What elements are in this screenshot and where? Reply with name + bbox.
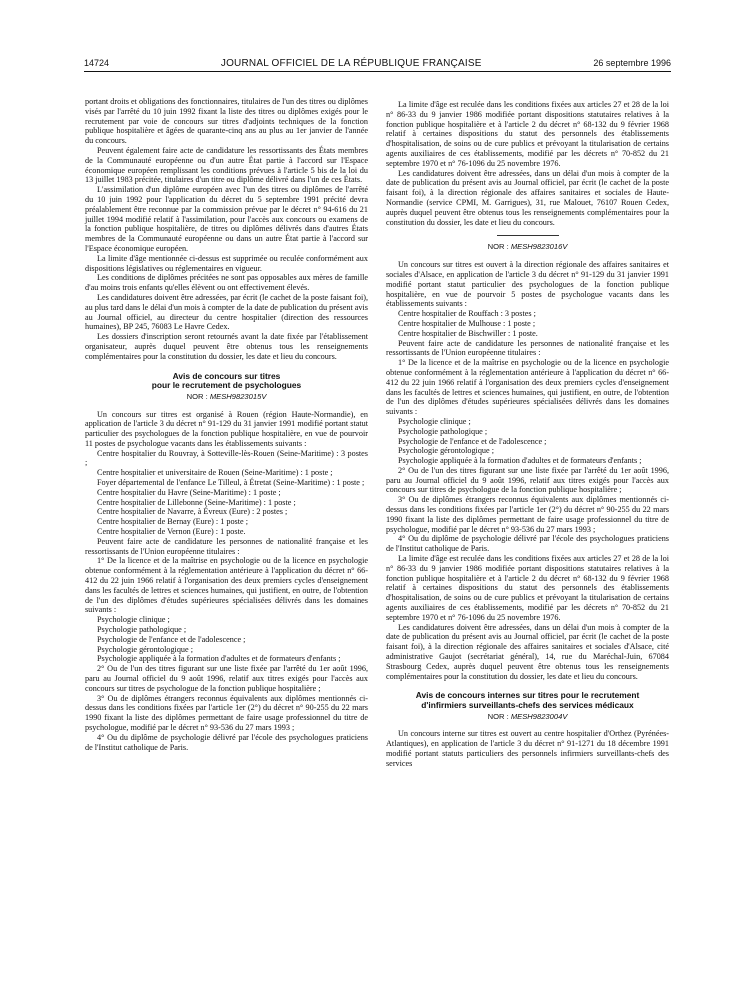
list-item: Psychologie gérontologique ; — [398, 446, 494, 456]
list-item: Centre hospitalier du Havre (Seine-Maritime) : 1 poste ; — [97, 487, 281, 497]
paragraph: Peuvent faire acte de candidature les personnes de nationalité française et les ressortissants de l'Union européenne titulaires : — [386, 338, 669, 358]
paragraph: Les candidatures doivent être adressées, dans un délai d'un mois à compter de la date de publication du présent avis au Journal officiel, par écrit (le cachet de la poste faisant foi), à la direction régionale des affaires sanitaires et sociales d'Alsace, cité administrative Gaujot (secrétariat général), 14, rue du Maréchal-Juin, 67084 Strasbourg Cedex, auprès duquel peuvent être obtenus tous les renseignements complémentaires pour la constitution du dossier, les date et lieu du concours. — [386, 622, 669, 681]
paragraph: portant droits et obligations des fonctionnaires, titulaires de l'un des titres ou diplômes visés par l'arrêté du 10 juin 1992 fixant la liste des titres ou diplômes exigés pour le recrutement par voie de concours sur titres d'adjoints techniques de la fonction publique hospitalière et âgées de quarante-cinq ans au plus au 1er janvier de l'année du concours. — [85, 97, 368, 146]
page-header — [84, 55, 671, 71]
left-column — [85, 97, 368, 752]
list-item: Centre hospitalier de Bernay (Eure) : 1 poste ; — [97, 517, 248, 527]
list-item: Centre hospitalier et universitaire de Rouen (Seine-Maritime) : 1 poste ; — [97, 468, 333, 478]
paragraph: 3° Ou de diplômes étrangers reconnus équivalents aux diplômes mentionnés ci-dessus dans les conditions fixées par l'article 1er (2°) du décret n° 90-255 du 22 mars 1990 fixant la liste des diplômes permettant de faire usage professionnel du titre de psychologue, modifié par le décret n° 93-536 du 27 mars 1993 ; — [386, 495, 669, 534]
section-heading-line: d'infirmiers surveillants-chefs des services médicaux — [421, 700, 634, 711]
paragraph: La limite d'âge est reculée dans les conditions fixées aux articles 27 et 28 de la loi n° 86-33 du 9 janvier 1986 modifiée portant dispositions statutaires relatives à la fonction publique hospitalière et à l'article 2 du décret n° 68-132 du 9 février 1968 relatif à certaines dispositions du statut des personnels des établissements d'hospitalisation, de soins ou de cure publics et prévoyant la titularisation de certains agents auxiliaires de ces établissements, modifié par les décrets n° 70-852 du 21 septembre 1970 et n° 76-1096 du 25 novembre 1976. — [386, 554, 669, 622]
list-item: Centre hospitalier de Rouffach : 3 postes ; — [398, 309, 536, 319]
list-item: Centre hospitalier de Vernon (Eure) : 1 poste. — [97, 527, 246, 537]
nor-code: MESH9823016V — [510, 242, 568, 252]
paragraph: Peuvent faire acte de candidature les personnes de nationalité française et les ressortissants de l'Union européenne titulaires : — [85, 536, 368, 556]
list-item: Psychologie clinique ; — [398, 416, 471, 426]
journal-title: JOURNAL OFFICIEL DE LA RÉPUBLIQUE FRANÇAISE — [220, 57, 482, 69]
paragraph: Un concours sur titres est organisé à Rouen (région Haute-Normandie), en application de l'article 3 du décret n° 91-129 du 31 janvier 1991 modifié portant statut particulier des psychologues de la fonction publique hospitalière, en vue de pourvoir 11 postes de psychologue vacants dans les établissements suivants : — [85, 409, 368, 448]
list-item: Psychologie pathologique ; — [398, 426, 488, 436]
list-item: Psychologie clinique ; — [97, 615, 170, 625]
paragraph: L'assimilation d'un diplôme européen avec l'un des titres ou diplômes de l'arrêté du 10 juin 1992 pour l'application du décret du 5 septembre 1991 précité devra préalablement être reconnue par la commission prévue par le décret n° 94-616 du 21 juillet 1994 modifié relatif à l'assimilation, pour l'accès aux concours ou examens de la fonction publique hospitalière, de titres ou diplômes délivrés dans d'autres États membres de la Communauté européenne ou dans un autre État partie à l'accord sur l'Espace économique européen. — [85, 185, 368, 253]
list-item: Centre hospitalier de Bischwiller : 1 poste. — [398, 328, 538, 338]
paragraph: Les candidatures doivent être adressées, par écrit (le cachet de la poste faisant foi), au plus tard dans le délai d'un mois à compter de la date de publication du présent avis au Journal officiel, au directeur du centre hospitalier (direction des ressources humaines), BP 245, 76083 Le Havre Cedex. — [85, 292, 368, 332]
header-rule — [84, 71, 671, 72]
nor-reference — [386, 712, 669, 722]
section-divider — [497, 235, 559, 236]
nor-reference — [85, 392, 368, 402]
list-item: Psychologie pathologique ; — [97, 625, 187, 635]
paragraph: 2° Ou de l'un des titres figurant sur une liste fixée par l'arrêté du 1er août 1996, paru au Journal officiel du 9 août 1996, relatif aux titres exigés pour l'accès aux concours sur titres de psychologue de la fonction publique hospitalière ; — [85, 664, 368, 693]
paragraph: 3° Ou de diplômes étrangers reconnus équivalents aux diplômes mentionnés ci-dessus dans les conditions fixées par l'article 1er (2°) du décret n° 90-255 du 22 mars 1990 fixant la liste des diplômes permettant de faire usage professionnel du titre de psychologue, modifié par le décret n° 93-536 du 27 mars 1993 ; — [85, 693, 368, 732]
nor-code: MESH9823015V — [209, 391, 267, 401]
list-item: Centre hospitalier du Rouvray, à Sotteville-lès-Rouen (Seine-Maritime) : 3 postes ; — [85, 448, 368, 468]
paragraph: Un concours sur titres est ouvert à la direction régionale des affaires sanitaires et sociales d'Alsace, en application de l'article 3 du décret n° 91-129 du 31 janvier 1991 modifié portant statut particulier des psychologues de la fonction publique hospitalière, en vue de pourvoir 5 postes de psychologue vacants dans les établissements suivants : — [386, 260, 669, 309]
list-item: Psychologie de l'enfance et de l'adolescence ; — [97, 634, 246, 644]
paragraph: 2° Ou de l'un des titres figurant sur une liste fixée par l'arrêté du 1er août 1996, paru au Journal officiel du 9 août 1996, relatif aux titres exigés pour l'accès aux concours sur titres de psychologue de la fonction publique hospitalière ; — [386, 465, 669, 495]
issue-date: 26 septembre 1996 — [593, 58, 671, 68]
section-heading — [386, 691, 669, 710]
paragraph: 4° Ou du diplôme de psychologie délivré par l'école des psychologues praticiens de l'Institut catholique de Paris. — [386, 534, 669, 554]
section-heading-line: Avis de concours sur titres — [172, 370, 281, 381]
section-heading-line: pour le recrutement de psychologues — [151, 380, 302, 391]
paragraph: Les dossiers d'inscription seront retournés avant la date fixée par l'établissement organisateur, auprès duquel peuvent être obtenus tous les renseignements complémentaires pour la constitution du dossier, les date et lieu du concours. — [85, 332, 368, 361]
list-item: Psychologie appliquée à la formation d'adultes et de formateurs d'enfants ; — [97, 654, 341, 664]
list-item: Psychologie de l'enfance et de l'adolescence ; — [398, 436, 547, 446]
paragraph: La limite d'âge mentionnée ci-dessus est supprimée ou reculée conformément aux dispositions législatives ou réglementaires en vigueur. — [85, 253, 368, 273]
paragraph: 4° Ou du diplôme de psychologie délivré par l'école des psychologues praticiens de l'Institut catholique de Paris. — [85, 732, 368, 752]
right-column — [386, 100, 669, 769]
paragraph: 1° De la licence et de la maîtrise en psychologie ou de la licence en psychologie obtenue conformément à la réglementation antérieure à l'application du décret n° 66-412 du 22 juin 1966 relatif à l'organisation des deux premiers cycles d'enseignement dans les facultés de lettres et sciences humaines, qui justifient, en outre, de l'obtention de l'un des diplômes d'études supérieures spécialisées délivrés dans les domaines suivants : — [85, 556, 368, 615]
paragraph: Les conditions de diplômes précitées ne sont pas opposables aux mères de famille d'au moins trois enfants qu'elles élèvent ou ont effectivement élevés. — [85, 273, 368, 293]
nor-reference — [386, 242, 669, 252]
paragraph: Peuvent également faire acte de candidature les ressortissants des États membres de la Communauté européenne ou d'un autre État partie à l'accord sur l'Espace économique européen remplissant les conditions prévues à l'article 5 bis de la loi du 13 juillet 1983 précitée, titulaires d'un titre ou diplôme délivré dans l'un de ces États. — [85, 145, 368, 185]
nor-code: MESH9823004V — [510, 711, 568, 721]
section-heading-line: Avis de concours internes sur titres pour le recrutement — [415, 690, 640, 701]
list-item: Foyer départemental de l'enfance Le Tilleul, à Étretat (Seine-Maritime) : 1 poste ; — [97, 478, 365, 488]
nor-label: NOR : — [186, 391, 210, 401]
paragraph: Les candidatures doivent être adressées, dans un délai d'un mois à compter de la date de publication du présent avis au Journal officiel, par écrit (le cachet de la poste faisant foi), à la direction régionale des affaires sanitaires et sociales de Haute-Normandie (service CPMI, M. Garrigues), 31, rue Malouet, 76107 Rouen Cedex, auprès duquel peuvent être obtenus tous les renseignements complémentaires pour la constitution du dossier, les date et lieu du concours. — [386, 168, 669, 227]
nor-label: NOR : — [487, 242, 511, 252]
paragraph: 1° De la licence et de la maîtrise en psychologie ou de la licence en psychologie obtenue conformément à la réglementation antérieure à l'application du décret n° 66-412 du 22 juin 1966 relatif à l'organisation des deux premiers cycles d'enseignement dans les facultés de lettres et sciences humaines, qui justifient, en outre, de l'obtention de l'un des diplômes d'études supérieures spécialisées délivrés dans les domaines suivants : — [386, 358, 669, 417]
list-item: Psychologie gérontologique ; — [97, 644, 193, 654]
list-item: Centre hospitalier de Lillebonne (Seine-Maritime) : 1 poste ; — [97, 497, 296, 507]
page-number: 14724 — [84, 58, 110, 68]
paragraph: La limite d'âge est reculée dans les conditions fixées aux articles 27 et 28 de la loi n° 86-33 du 9 janvier 1986 modifiée portant dispositions statutaires relatives à la fonction publique hospitalière et à l'article 2 du décret n° 68-132 du 9 février 1968 relatif à certaines dispositions du statut des personnels des établissements d'hospitalisation, de soins ou de cure publics et prévoyant la titularisation de certains agents auxiliaires de ces établissements, modifié par les décrets n° 70-852 du 21 septembre 1970 et n° 76-1096 du 25 novembre 1976. — [386, 100, 669, 168]
list-item: Psychologie appliquée à la formation d'adultes et de formateurs d'enfants ; — [398, 456, 642, 466]
section-heading — [85, 372, 368, 391]
nor-label: NOR : — [487, 711, 511, 721]
paragraph: Un concours interne sur titres est ouvert au centre hospitalier d'Orthez (Pyrénées-Atlantiques), en application de l'article 3 du décret n° 91-1271 du 18 décembre 1991 modifié portant statuts particuliers des personnels infirmiers surveillants-chefs des services — [386, 729, 669, 768]
list-item: Centre hospitalier de Mulhouse : 1 poste ; — [398, 318, 536, 328]
list-item: Centre hospitalier de Navarre, à Évreux (Eure) : 2 postes ; — [97, 507, 288, 517]
